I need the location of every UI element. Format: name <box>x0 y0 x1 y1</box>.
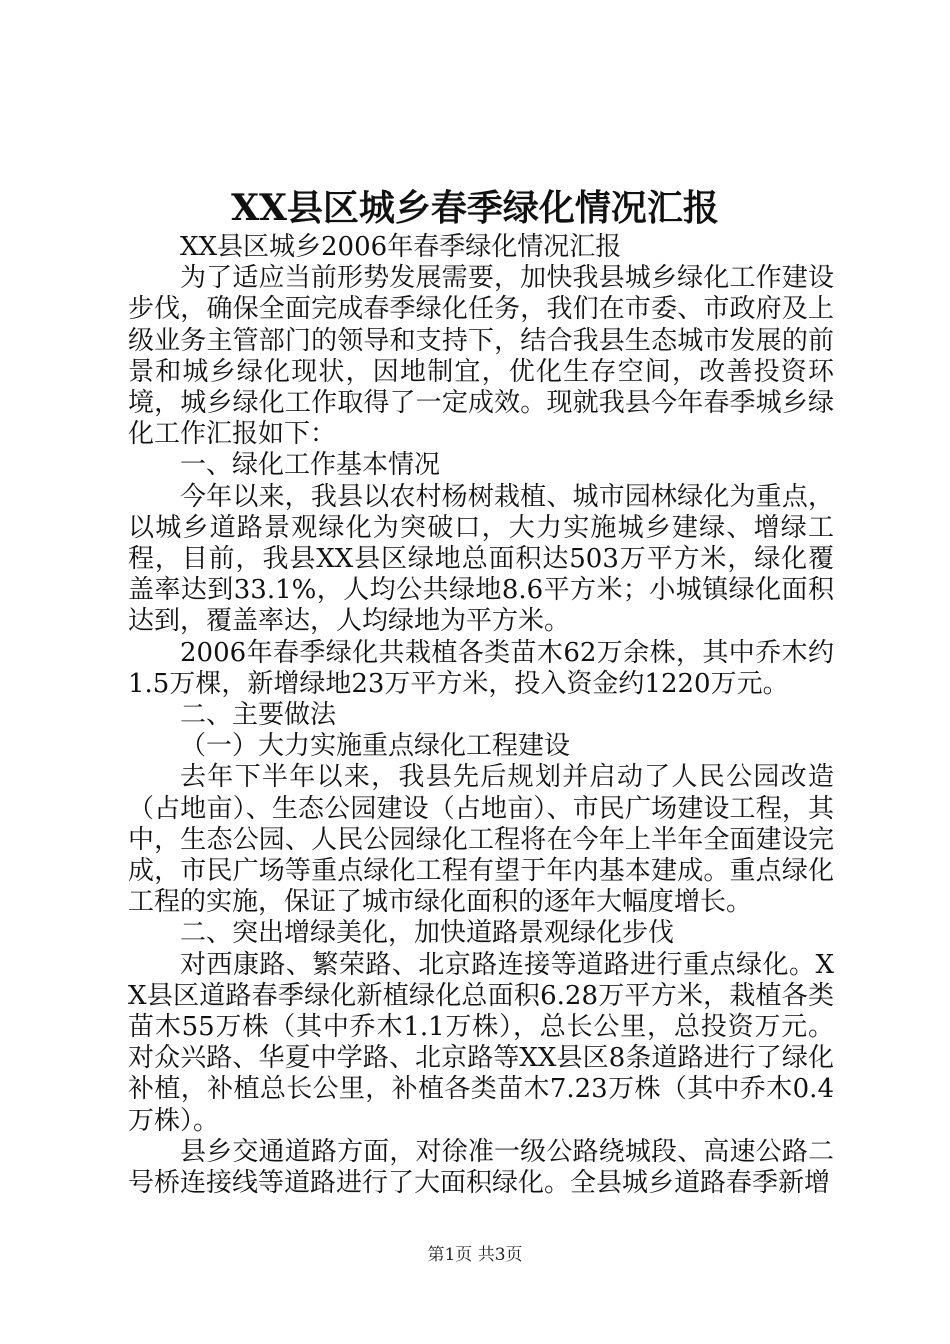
document-title: XX县区城乡春季绿化情况汇报 <box>231 187 719 229</box>
paragraph-basic-situation: 今年以来，我县以农村杨树栽植、城市园林绿化为重点，以城乡道路景观绿化为突破口，大力实施城乡建绿、增绿工程，目前，我县XX县区绿地总面积达503万平方米，绿化覆盖率达到33.1%，人均公共绿地8.6平方米；小城镇绿化面积达到，覆盖率达，人均绿地为平方米。 <box>128 481 834 637</box>
document-body <box>128 232 834 1199</box>
paragraph-county-roads: 县乡交通道路方面，对徐准一级公路绕城段、高速公路二号桥连接线等道路进行了大面积绿化。全县城乡道路春季新增 <box>128 1136 834 1199</box>
paragraph-road-greening: 对西康路、繁荣路、北京路连接等道路进行重点绿化。XX县区道路春季绿化新植绿化总面积6.28万平方米，栽植各类苗木55万株（其中乔木1.1万株），总长公里，总投资万元。对众兴路、华夏中学路、北京路等XX县区8条道路进行了绿化补植，补植总长公里，补植各类苗木7.23万株（其中乔木0.4万株）。 <box>128 949 834 1136</box>
paragraph-spring-planting: 2006年春季绿化共栽植各类苗木62万余株，其中乔木约1.5万棵，新增绿地23万平方米，投入资金约1220万元。 <box>128 637 834 699</box>
section-heading-main-practices: 二、主要做法 <box>180 700 337 731</box>
subsection-heading-key-projects: （一）大力实施重点绿化工程建设 <box>180 731 571 762</box>
paragraph-intro: 为了适应当前形势发展需要，加快我县城乡绿化工作建设步伐，确保全面完成春季绿化任务，我们在市委、市政府及上级业务主管部门的领导和支持下，结合我县生态城市发展的前景和城乡绿化现状，因地制宜，优化生存空间，改善投资环境，城乡绿化工作取得了一定成效。现就我县今年春季城乡绿化工作汇报如下： <box>128 263 834 450</box>
paragraph-subtitle: XX县区城乡2006年春季绿化情况汇报 <box>180 232 622 262</box>
section-heading-road-greening: 二、突出增绿美化，加快道路景观绿化步伐 <box>180 918 675 949</box>
page-number-footer: 第1页 共3页 <box>427 1245 523 1265</box>
section-heading-basic-situation: 一、绿化工作基本情况 <box>180 450 441 481</box>
paragraph-key-projects: 去年下半年以来，我县先后规划并启动了人民公园改造（占地亩）、生态公园建设（占地亩）、市民广场建设工程，其中，生态公园、人民公园绿化工程将在今年上半年全面建设完成，市民广场等重点绿化工程有望于年内基本建成。重点绿化工程的实施，保证了城市绿化面积的逐年大幅度增长。 <box>128 762 834 918</box>
